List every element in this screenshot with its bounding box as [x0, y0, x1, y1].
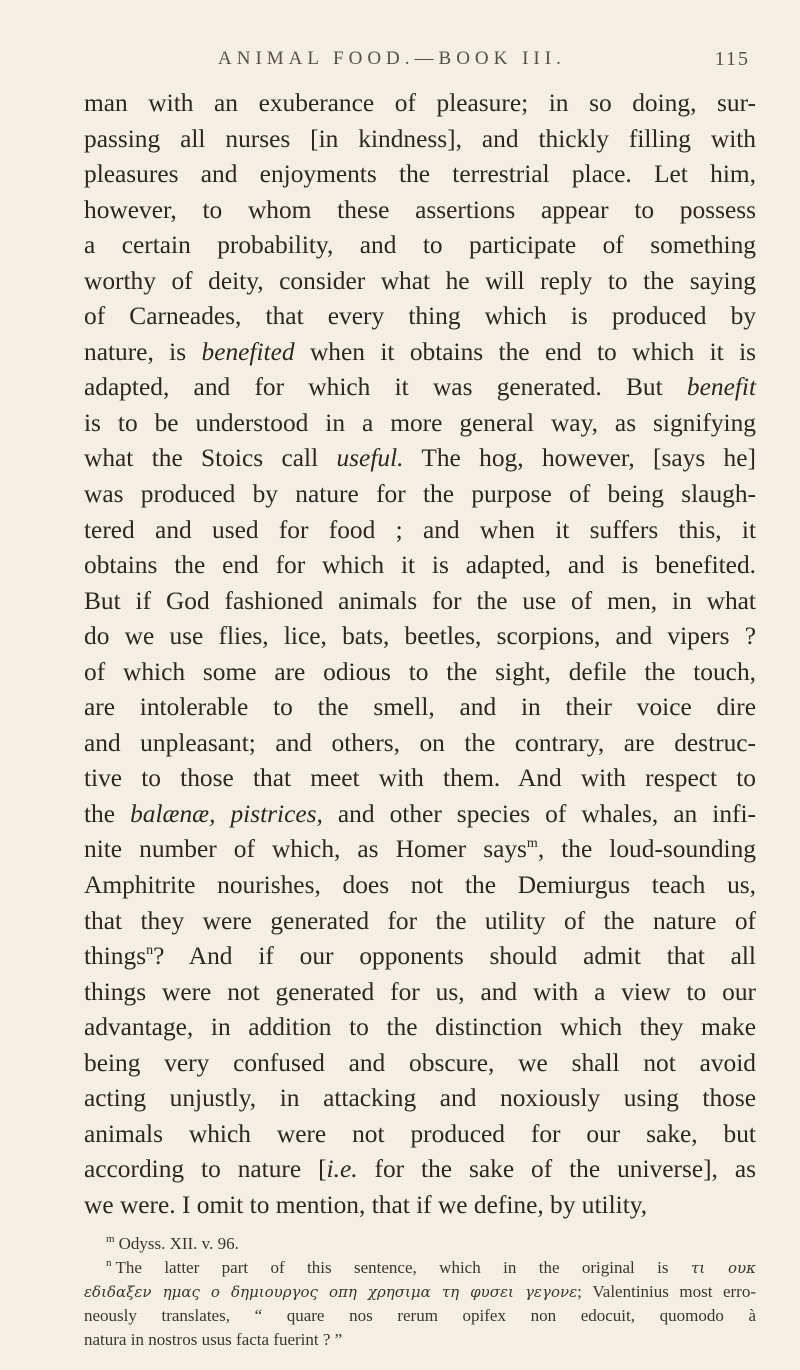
text-line: advantage, in addition to the distinction which they make [84, 1013, 756, 1042]
text-line [84, 335, 756, 371]
text-line: was produced by nature for the purpose of being slaugh- [84, 480, 756, 509]
text-line: acting unjustly, in attacking and noxiously using those [84, 1084, 756, 1113]
text-line [84, 939, 756, 975]
text-line: things were not generated for us, and with a view to our [84, 977, 756, 1006]
text-line: man with an exuberance of pleasure; in so doing, sur- [84, 89, 756, 117]
text-line [84, 370, 756, 406]
text-line: however, to whom these assertions appear to possess [84, 195, 756, 224]
body-text [84, 86, 756, 1224]
footnote-marker: n [106, 1257, 112, 1269]
text-fragment: when it obtains the end to which it is [294, 337, 756, 366]
text-line [84, 441, 756, 477]
text-line: pleasures and enjoyments the terrestrial place. Let him, [84, 160, 756, 189]
text-line [84, 832, 756, 868]
footnote-text: The latter part of this sentence, which in the original is [115, 1258, 669, 1277]
running-head [200, 48, 760, 78]
text-line [84, 797, 756, 833]
text-fragment: nite number of which, as Homer says [84, 835, 527, 864]
text-fragment: The hog, however, [says he] [403, 444, 756, 473]
text-fragment: according to nature [ [84, 1155, 327, 1184]
footnote-text: Odyss. XII. v. 96. [118, 1234, 239, 1253]
paragraph [84, 86, 756, 1224]
text-line: is to be understood in a more general way, as signifying [84, 408, 756, 437]
text-fragment: for the sake of the universe], as [357, 1155, 756, 1184]
footnote-marker: m [106, 1233, 115, 1245]
text-line: passing all nurses [in kindness], and thickly filling with [84, 124, 756, 153]
text-fragment: things [84, 942, 147, 971]
text-line: tered and used for food ; and when it suffers this, it [84, 515, 756, 544]
italic-term: useful. [336, 444, 404, 473]
text-line: Amphitrite nourishes, does not the Demiurgus teach us, [84, 871, 756, 900]
italic-term: benefit [686, 373, 756, 402]
text-fragment: , the loud-sounding [537, 835, 756, 864]
text-fragment: and other species of whales, an infi- [322, 799, 756, 828]
text-line: animals which were not produced for our sake, but [84, 1119, 756, 1148]
footnote-n [84, 1256, 756, 1280]
text-line: tive to those that meet with them. And with respect to [84, 764, 756, 793]
text-fragment: ? And if our opponents should admit that all [153, 942, 756, 971]
footnote-ref-m[interactable]: m [526, 836, 538, 852]
text-line: we were. I omit to mention, that if we define, by utility, [84, 1190, 648, 1219]
footnote-text: ; Valentinius most erro- [577, 1282, 757, 1301]
text-line: do we use flies, lice, bats, beetles, scorpions, and vipers ? [84, 622, 756, 651]
footnote-line: natura in nostros usus facta fuerint ? ” [84, 1330, 343, 1349]
text-line: being very confused and obscure, we shall not avoid [84, 1048, 756, 1077]
text-fragment: the [84, 799, 131, 828]
running-title: ANIMAL FOOD.—BOOK III. [218, 48, 566, 69]
text-fragment: nature, is [84, 337, 202, 366]
text-line [84, 1152, 756, 1188]
footnotes [84, 1232, 756, 1352]
text-line: of which some are odious to the sight, defile the touch, [84, 657, 756, 686]
footnote-ref-n[interactable]: n [146, 943, 154, 959]
greek-text: τι ουκ [690, 1259, 757, 1277]
text-line: and unpleasant; and others, on the contrary, are destruc- [84, 728, 756, 757]
text-line: worthy of deity, consider what he will reply to the saying [84, 266, 756, 295]
greek-text: εδιδαξεν ημας ο δημιουργος οπη χρησιμα τη φυσει γεγονε [84, 1283, 578, 1301]
text-line: a certain probability, and to participate of something [84, 231, 756, 260]
text-fragment: adapted, and for which it was generated. But [84, 373, 687, 402]
text-line: But if God fashioned animals for the use of men, in what [84, 586, 756, 615]
footnote-m [84, 1232, 756, 1256]
text-line: of Carneades, that every thing which is produced by [84, 302, 756, 331]
italic-term: balænæ, pistrices, [130, 799, 323, 828]
text-line: that they were generated for the utility of the nature of [84, 906, 756, 935]
footnote-line: neously translates, “ quare nos rerum opifex non edocuit, quomodo à [84, 1306, 756, 1325]
text-line: are intolerable to the smell, and in their voice dire [84, 693, 756, 722]
text-fragment: what the Stoics call [84, 444, 337, 473]
text-line: obtains the end for which it is adapted, and is benefited. [84, 551, 756, 580]
italic-term: benefited [201, 337, 295, 366]
footnote-line [84, 1280, 756, 1304]
page-number: 115 [714, 48, 750, 70]
italic-term: i.e. [326, 1155, 358, 1184]
